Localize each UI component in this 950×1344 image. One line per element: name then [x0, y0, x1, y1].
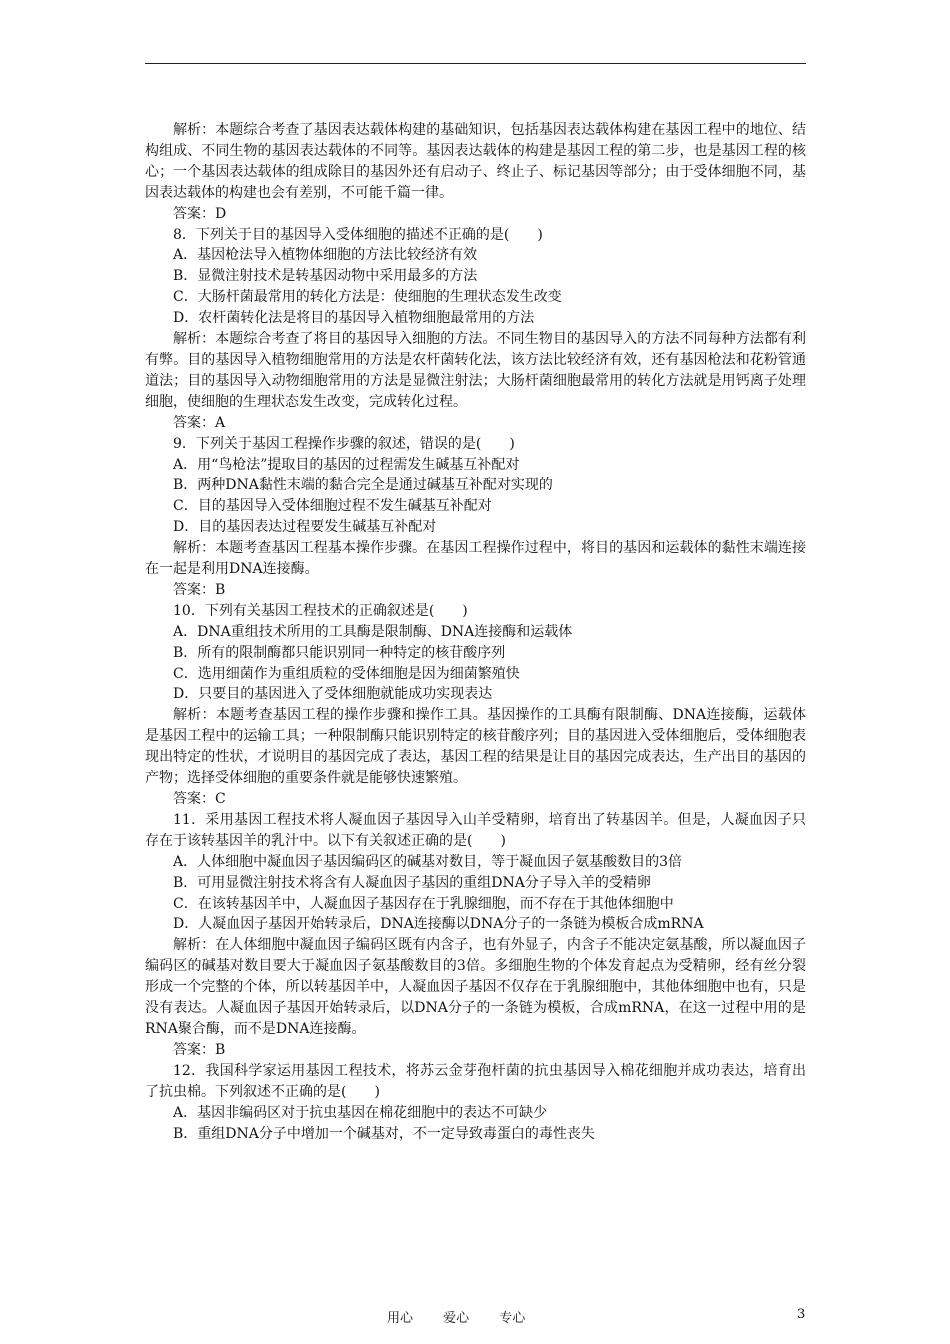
q10-analysis: 解析：本题考查基因工程的操作步骤和操作工具。基因操作的工具酶有限制酶、DNA连接酶，运载体是基因工程中的运输工具；一种限制酶只能识别特定的核苷酸序列；目的基因进入受体细胞后，受体细胞表现出特定的性状，才说明目的基因完成了表达，基因工程的结果是让目的基因完成表达，生产出目的基因的产物；选择受体细胞的重要条件就是能够快速繁殖。 — [145, 707, 806, 787]
q11-option-d: D．人凝血因子基因开始转录后，DNA连接酶以DNA分子的一条链为模板合成mRNA — [173, 916, 704, 933]
document-body — [145, 120, 806, 1144]
q12-stem: 12．我国科学家运用基因工程技术，将苏云金芽孢杆菌的抗虫基因导入棉花细胞并成功表达，培育出了抗虫棉。下列叙述不正确的是( ) — [145, 1062, 806, 1100]
q9-analysis: 解析：本题考查基因工程基本操作步骤。在基因工程操作过程中，将目的基因和运载体的黏性末端连接在一起是利用DNA连接酶。 — [145, 540, 806, 578]
q8-option-c: C．大肠杆菌最常用的转化方法是：使细胞的生理状态发生改变 — [173, 289, 562, 306]
q8-option-b: B．显微注射技术是转基因动物中采用最多的方法 — [173, 268, 478, 285]
page-footer — [0, 1307, 950, 1327]
q11-option-a: A．人体细胞中凝血因子基因编码区的碱基对数目，等于凝血因子氨基酸数目的3倍 — [173, 853, 683, 870]
q10-option-a: A．DNA重组技术所用的工具酶是限制酶、DNA连接酶和运载体 — [173, 623, 573, 640]
q7-analysis: 解析：本题综合考查了基因表达载体构建的基础知识，包括基因表达载体构建在基因工程中的地位、结构组成、不同生物的基因表达载体的不同等。基因表达载体的构建是基因工程的第二步，也是基因工程的核心；一个基因表达载体的组成除目的基因外还有启动子、终止子、标记基因等部分；由于受体细胞不同，基因表达载体的构建也会有差别，不可能千篇一律。 — [145, 122, 806, 201]
header-rule — [145, 63, 806, 64]
q11-option-c: C．在该转基因羊中，人凝血因子基因存在于乳腺细胞，而不存在于其他体细胞中 — [173, 895, 674, 912]
q11-analysis: 解析：在人体细胞中凝血因子编码区既有内含子，也有外显子，内含子不能决定氨基酸，所以凝血因子编码区的碱基对数目要大于凝血因子氨基酸数目的3倍。多细胞生物的个体发育起点为受精卵，经有丝分裂形成一个完整的个体，所以转基因羊中，人凝血因子基因不仅存在于乳腺细胞中，其他体细胞中也有，只是没有表达。人凝血因子基因开始转录后，以DNA分子的一条链为模板，合成mRNA，在这一过程中用的是RNA聚合酶，而不是DNA连接酶。 — [145, 937, 806, 1037]
q7-answer: 答案：D — [173, 205, 227, 222]
q10-option-c: C．选用细菌作为重组质粒的受体细胞是因为细菌繁殖快 — [173, 665, 520, 682]
page-number: 3 — [797, 1307, 806, 1322]
q8-stem: 8．下列关于目的基因导入受体细胞的描述不正确的是( ) — [173, 226, 543, 243]
q10-option-d: D．只要目的基因进入了受体细胞就能成功实现表达 — [173, 686, 493, 703]
q11-stem: 11．采用基因工程技术将人凝血因子基因导入山羊受精卵，培育出了转基因羊。但是，人凝血因子只存在于该转基因羊的乳汁中。以下有关叙述正确的是( ) — [145, 811, 806, 849]
q10-stem: 10．下列有关基因工程技术的正确叙述是( ) — [173, 602, 468, 619]
q8-answer: 答案：A — [173, 414, 226, 431]
q8-option-d: D．农杆菌转化法是将目的基因导入植物细胞最常用的方法 — [173, 310, 535, 327]
q9-answer: 答案：B — [173, 581, 226, 598]
q10-answer: 答案：C — [173, 791, 226, 807]
q8-option-a: A．基因枪法导入植物体细胞的方法比较经济有效 — [173, 247, 478, 264]
q11-answer: 答案：B — [173, 1041, 226, 1058]
footer-motto: 用心 爱心 专心 — [387, 1311, 526, 1326]
q8-analysis: 解析：本题综合考查了将目的基因导入细胞的方法。不同生物目的基因导入的方法不同每种方法都有利有弊。目的基因导入植物细胞常用的方法是农杆菌转化法，该方法比较经济有效，还有基因枪法和花粉管通道法；目的基因导入动物细胞常用的方法是显微注射法；大肠杆菌细胞最常用的转化方法就是用钙离子处理细胞，使细胞的生理状态发生改变，完成转化过程。 — [145, 331, 806, 410]
q9-option-b: B．两种DNA黏性末端的黏合完全是通过碱基互补配对实现的 — [173, 477, 553, 494]
q9-option-a: A．用“鸟枪法”提取目的基因的过程需发生碱基互补配对 — [173, 456, 520, 473]
q10-option-b: B．所有的限制酶都只能识别同一种特定的核苷酸序列 — [173, 644, 506, 661]
q12-option-b: B．重组DNA分子中增加一个碱基对，不一定导致毒蛋白的毒性丧失 — [173, 1125, 595, 1142]
q9-option-c: C．目的基因导入受体细胞过程不发生碱基互补配对 — [173, 498, 492, 515]
q11-option-b: B．可用显微注射技术将含有人凝血因子基因的重组DNA分子导入羊的受精卵 — [173, 874, 651, 891]
q9-option-d: D．目的基因表达过程要发生碱基互补配对 — [173, 519, 437, 536]
q9-stem: 9．下列关于基因工程操作步骤的叙述，错误的是( ) — [173, 435, 515, 452]
q12-option-a: A．基因非编码区对于抗虫基因在棉花细胞中的表达不可缺少 — [173, 1104, 548, 1121]
